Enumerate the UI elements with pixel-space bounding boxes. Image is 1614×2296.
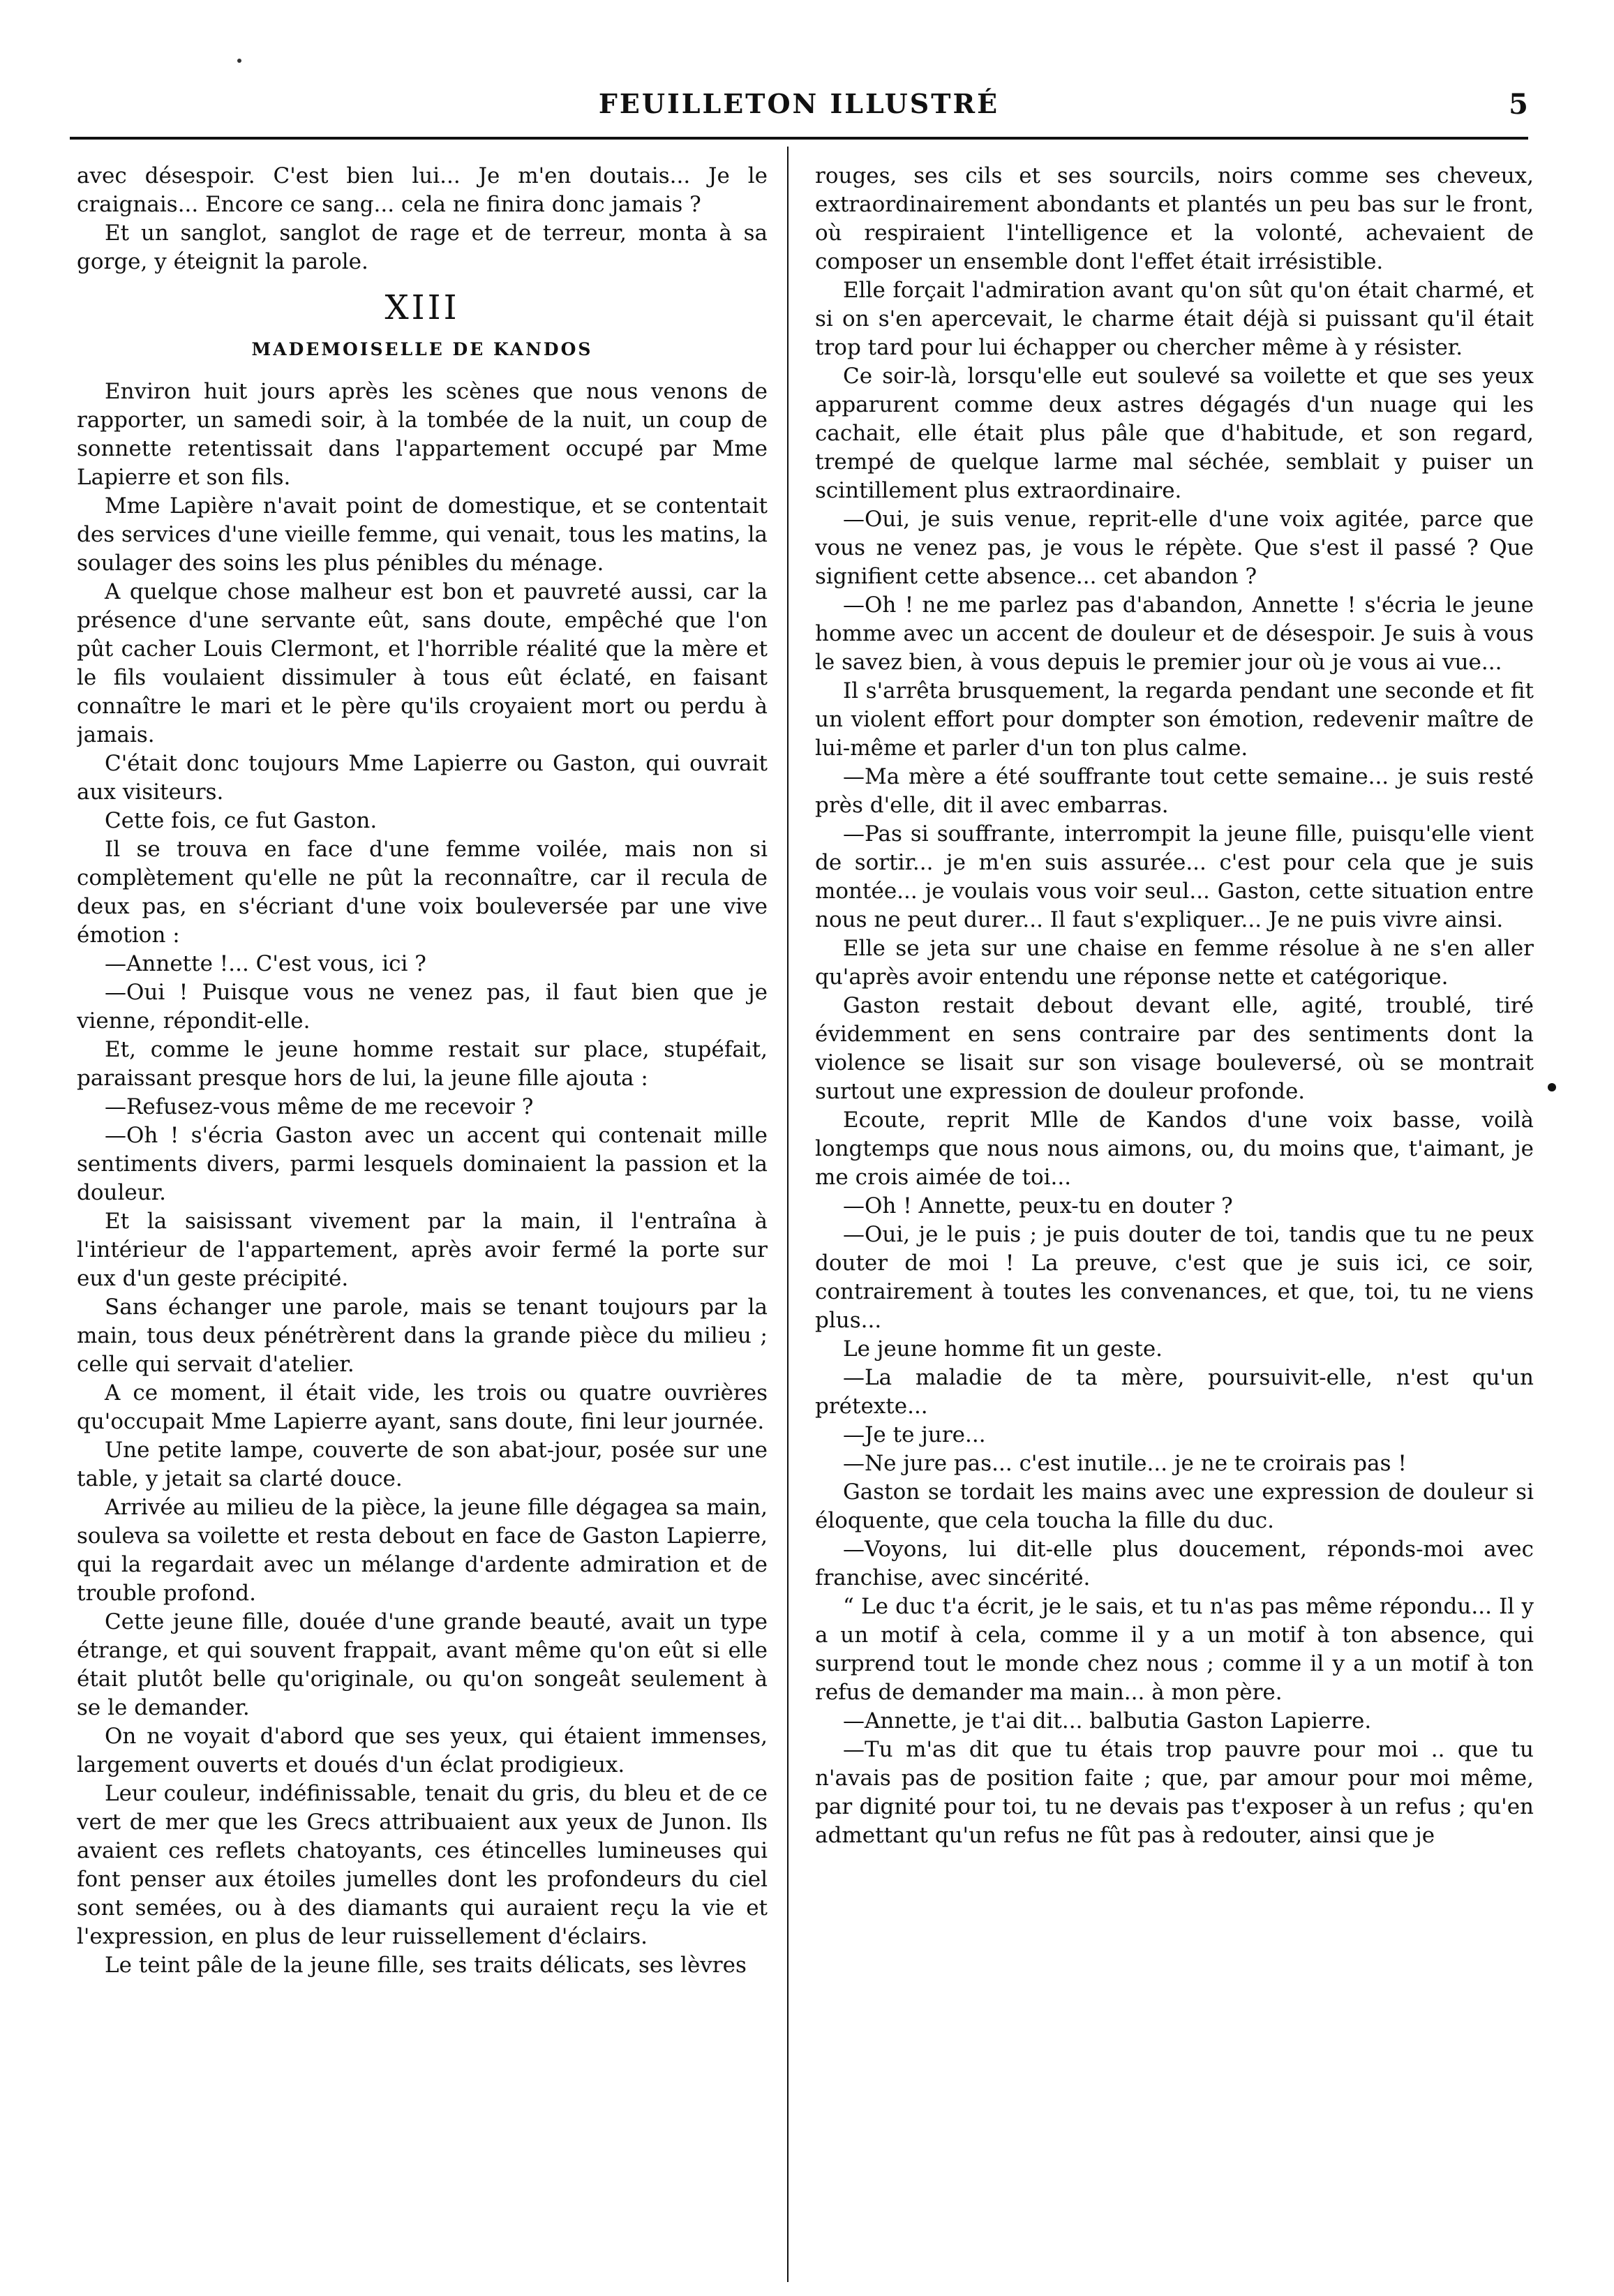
paragraph: Le teint pâle de la jeune fille, ses traits délicats, ses lèvres [105, 1953, 747, 1978]
paragraph: —Oh ! Annette, peux-tu en douter ? [843, 1193, 1233, 1218]
paragraph: Et, comme le jeune homme restait sur place, stupéfait, paraissant presque hors de lui, la jeune fille ajouta : [77, 1037, 768, 1091]
running-title: FEUILLETON ILLUSTRÉ [598, 88, 1000, 119]
paragraph: Ecoute, reprit Mlle de Kandos d'une voix basse, voilà longtemps que nous nous aimons, ou, du moins que, t'aimant, je me crois aimée de toi... [815, 1108, 1534, 1190]
paragraph: —Oui, je le puis ; je puis douter de toi, tandis que tu ne peux douter de moi ! La preuve, c'est que je suis ici, ce soir, contrairement à toutes les convenances, et que, toi, tu ne viens plus... [815, 1222, 1534, 1333]
paragraph: Cette jeune fille, douée d'une grande beauté, avait un type étrange, et qui souvent frappait, avant même qu'on eût si elle était plutôt belle qu'originale, ou qu'on songeât seulement à se le demander. [77, 1609, 768, 1720]
page-header [70, 82, 1528, 124]
paragraph: Leur couleur, indéfinissable, tenait du gris, du bleu et de ce vert de mer que les Grecs attribuaient aux yeux de Junon. Ils avaient ces reflets chatoyants, ces étincelles lumineuses qui font penser aux étoiles jumelles dont les profondeurs du ciel sont semées, ou à des diamants qui auraient reçu la vie et l'expression, en plus de leur ruissellement d'éclairs. [77, 1781, 768, 1949]
paragraph: Il s'arrêta brusquement, la regarda pendant une seconde et fit un violent effort pour dompter son émotion, redevenir maître de lui-même et parler d'un ton plus calme. [815, 678, 1534, 761]
paragraph: —Pas si souffrante, interrompit la jeune fille, puisqu'elle vient de sortir... je m'en suis assurée... c'est pour cela que je suis montée... je voulais vous voir seul... Gaston, cette situation entre nous ne peut durer... Il faut s'expliquer... Je ne puis vivre ainsi. [815, 821, 1534, 932]
paragraph: —Refusez-vous même de me recevoir ? [105, 1094, 534, 1119]
header-rule [70, 137, 1528, 140]
paragraph: Elle forçait l'admiration avant qu'on sût qu'on était charmé, et si on s'en apercevait, le charme était déjà si puissant qu'il était trop tard pour lui échapper ou chercher même à y résister. [815, 278, 1534, 360]
paragraph: —Oui ! Puisque vous ne venez pas, il faut bien que je vienne, répondit-elle. [77, 980, 768, 1034]
paragraph: —Je te jure... [843, 1422, 986, 1447]
paragraph: —La maladie de ta mère, poursuivit-elle, n'est qu'un prétexte... [815, 1365, 1534, 1419]
paragraph: rouges, ses cils et ses sourcils, noirs comme ses cheveux, extraordinairement abondants et plantés un peu bas sur le front, où respiraient l'intelligence et la volonté, achevaient de composer un ensemble dont l'effet était irrésistible. [815, 163, 1534, 274]
paragraph: —Ne jure pas... c'est inutile... je ne te croirais pas ! [843, 1451, 1407, 1476]
paragraph: —Ma mère a été souffrante tout cette semaine... je suis resté près d'elle, dit il avec embarras. [815, 764, 1534, 818]
paragraph: “ Le duc t'a écrit, je le sais, et tu n'as pas même répondu... Il y a un motif à cela, comme il y a un motif à ton absence, qui surprend tout le monde chez nous ; comme il y a un motif à ton refus de demander ma main... à mon père. [815, 1594, 1534, 1705]
paragraph: Et un sanglot, sanglot de rage et de terreur, monta à sa gorge, y éteignit la parole. [77, 221, 768, 274]
paragraph: Ce soir-là, lorsqu'elle eut soulevé sa voilette et que ses yeux apparurent comme deux astres dégagés d'un nuage qui les cachait, elle était plus pâle que d'habitude, et son regard, trempé de quelque larme mal séchée, semblait y puiser un scintillement plus extraordinaire. [815, 364, 1534, 503]
paragraph: Sans échanger une parole, mais se tenant toujours par la main, tous deux pénétrèrent dans la grande pièce du milieu ; celle qui servait d'atelier. [77, 1295, 768, 1377]
paragraph: Une petite lampe, couverte de son abat-jour, posée sur une table, y jetait sa clarté douce. [77, 1438, 768, 1491]
paragraph: Cette fois, ce fut Gaston. [105, 808, 378, 833]
paragraph: A quelque chose malheur est bon et pauvreté aussi, car la présence d'une servante eût, sans doute, empêché que l'on pût cacher Louis Clermont, et l'horrible réalité que la mère et le fils voulaient dissimuler à tous eût éclaté, en faisant connaître le mari et le père qu'ils croyaient mort ou perdu à jamais. [77, 579, 768, 747]
paragraph: Gaston restait debout devant elle, agité, troublé, tiré évidemment en sens contraire par des sentiments dont la violence se lisait sur son visage bouleversé, où se montrait surtout une expression de douleur profonde. [815, 993, 1534, 1104]
chapter-number: XIII [384, 288, 460, 327]
paragraph: Elle se jeta sur une chaise en femme résolue à ne s'en aller qu'après avoir entendu une réponse nette et catégorique. [815, 936, 1534, 990]
paragraph: C'était donc toujours Mme Lapierre ou Gaston, qui ouvrait aux visiteurs. [77, 751, 768, 805]
paragraph: —Tu m'as dit que tu étais trop pauvre pour moi .. que tu n'avais pas de position faite ; que, par amour pour moi même, par dignité pour toi, tu ne devais pas t'exposer à un refus ; qu'en admettant qu'un refus ne fût pas à redouter, ainsi que je [815, 1737, 1534, 1848]
paragraph: Le jeune homme fit un geste. [843, 1336, 1163, 1362]
paragraph: —Annette, je t'ai dit... balbutia Gaston Lapierre. [843, 1708, 1372, 1734]
paragraph: avec désespoir. C'est bien lui... Je m'en doutais... Je le craignais... Encore ce sang... cela ne finira donc jamais ? [77, 163, 768, 217]
paragraph: —Oui, je suis venue, reprit-elle d'une voix agitée, parce que vous ne venez pas, je vous le répète. Que s'est il passé ? Que signifient cette absence... cet abandon ? [815, 507, 1534, 589]
ink-speck [237, 59, 241, 63]
paragraph: Arrivée au milieu de la pièce, la jeune fille dégagea sa main, souleva sa voilette et resta debout en face de Gaston Lapierre, qui la regardait avec un mélange d'ardente admiration et de trouble profond. [77, 1495, 768, 1606]
right-column [815, 162, 1534, 2283]
margin-ink-dot [1548, 1083, 1556, 1091]
paragraph: Environ huit jours après les scènes que nous venons de rapporter, un samedi soir, à la tombée de la nuit, un coup de sonnette retentissait dans l'appartement occupé par Mme Lapierre et son fils. [77, 379, 768, 490]
paragraph: —Annette !... C'est vous, ici ? [105, 951, 426, 976]
paragraph: Il se trouva en face d'une femme voilée, mais non si complètement qu'elle ne pût la reconnaître, car il recula de deux pas, en s'écriant d'une voix bouleversée par une vive émotion : [77, 837, 768, 948]
paragraph: —Oh ! ne me parlez pas d'abandon, Annette ! s'écria le jeune homme avec un accent de douleur et de désespoir. Je suis à vous le savez bien, à vous depuis le premier jour où je vous ai vue... [815, 592, 1534, 675]
paragraph: A ce moment, il était vide, les trois ou quatre ouvrières qu'occupait Mme Lapierre ayant, sans doute, fini leur journée. [77, 1380, 768, 1434]
paragraph: —Voyons, lui dit-elle plus doucement, réponds-moi avec franchise, avec sincérité. [815, 1537, 1534, 1590]
paragraph: —Oh ! s'écria Gaston avec un accent qui contenait mille sentiments divers, parmi lesquels dominaient la passion et la douleur. [77, 1123, 768, 1205]
chapter-title: MADEMOISELLE DE KANDOS [251, 339, 593, 359]
page-number: 5 [1509, 88, 1528, 121]
paragraph: Gaston se tordait les mains avec une expression de douleur si éloquente, que cela toucha la fille du duc. [815, 1479, 1534, 1533]
paragraph: Et la saisissant vivement par la main, il l'entraîna à l'intérieur de l'appartement, après avoir fermé la porte sur eux d'un geste précipité. [77, 1209, 768, 1291]
left-column [77, 162, 768, 2283]
paragraph: On ne voyait d'abord que ses yeux, qui étaient immenses, largement ouverts et doués d'un éclat prodigieux. [77, 1724, 768, 1777]
paragraph: Mme Lapière n'avait point de domestique, et se contentait des services d'une vieille femme, qui venait, tous les matins, la soulager des soins les plus pénibles du ménage. [77, 493, 768, 576]
column-divider [787, 147, 789, 2282]
